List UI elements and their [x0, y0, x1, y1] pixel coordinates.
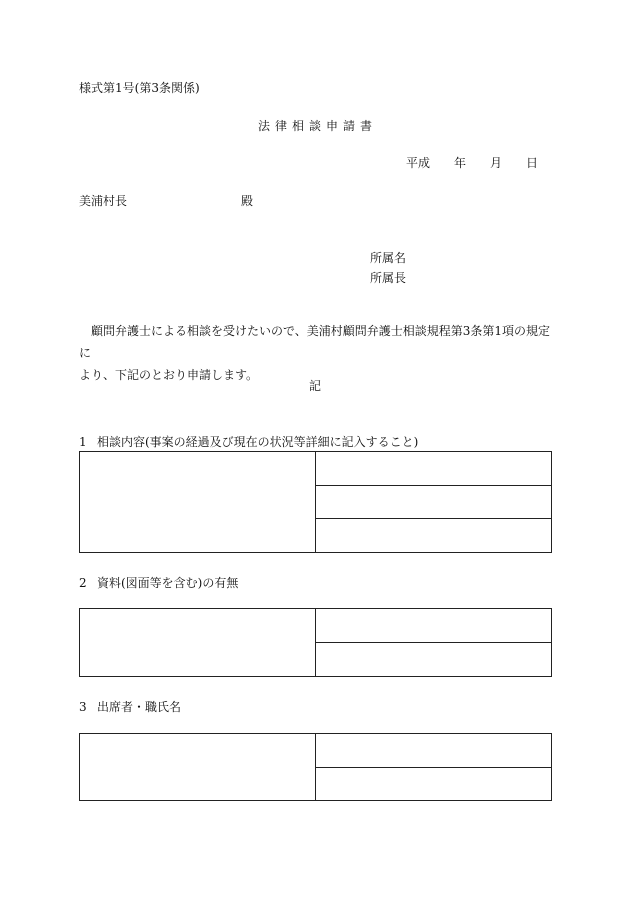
section-3-cell-1[interactable]	[316, 734, 551, 768]
section-title: 出席者・職氏名	[97, 700, 182, 714]
ki-heading: 記	[308, 379, 321, 393]
date-day-label: 日	[526, 156, 539, 170]
section-number: 3	[79, 700, 87, 714]
section-1-table	[79, 451, 552, 553]
date-era: 平成	[406, 156, 431, 170]
section-2-main-cell[interactable]	[80, 609, 316, 676]
honorific: 殿	[241, 194, 254, 208]
section-1-cell-1[interactable]	[316, 452, 551, 486]
section-2-cell-1[interactable]	[316, 609, 551, 643]
section-title: 資料(図面等を含む)の有無	[97, 576, 239, 590]
date-month-label: 月	[490, 156, 503, 170]
section-3-table	[79, 733, 552, 801]
date-line	[406, 155, 538, 171]
section-1-cell-3[interactable]	[316, 519, 551, 552]
section-3-cell-2[interactable]	[316, 768, 551, 801]
date-year-label: 年	[454, 156, 467, 170]
section-number: 2	[79, 576, 87, 590]
form-number: 様式第1号(第3条関係)	[79, 81, 200, 95]
section-3-label	[79, 699, 181, 715]
recipient: 美浦村長	[79, 194, 128, 208]
body-line-1: 顧問弁護士による相談を受けたいので、美浦村顧問弁護士相談規程第3条第1項の規定に	[79, 324, 551, 360]
section-title: 相談内容(事案の経過及び現在の状況等詳細に記入すること)	[97, 435, 419, 449]
document-title: 法律相談申請書	[257, 119, 377, 133]
section-3-main-cell[interactable]	[80, 734, 316, 800]
body-text	[79, 320, 559, 386]
section-2-label	[79, 575, 238, 591]
affiliation-head-label: 所属長	[370, 271, 407, 285]
section-1-label	[79, 434, 418, 450]
section-number: 1	[79, 435, 87, 449]
section-1-main-cell[interactable]	[80, 452, 316, 552]
section-2-table	[79, 608, 552, 677]
section-2-cell-2[interactable]	[316, 643, 551, 676]
affiliation-name-label: 所属名	[370, 251, 407, 265]
section-1-cell-2[interactable]	[316, 486, 551, 520]
body-line-2: より、下記のとおり申請します。	[79, 368, 259, 382]
